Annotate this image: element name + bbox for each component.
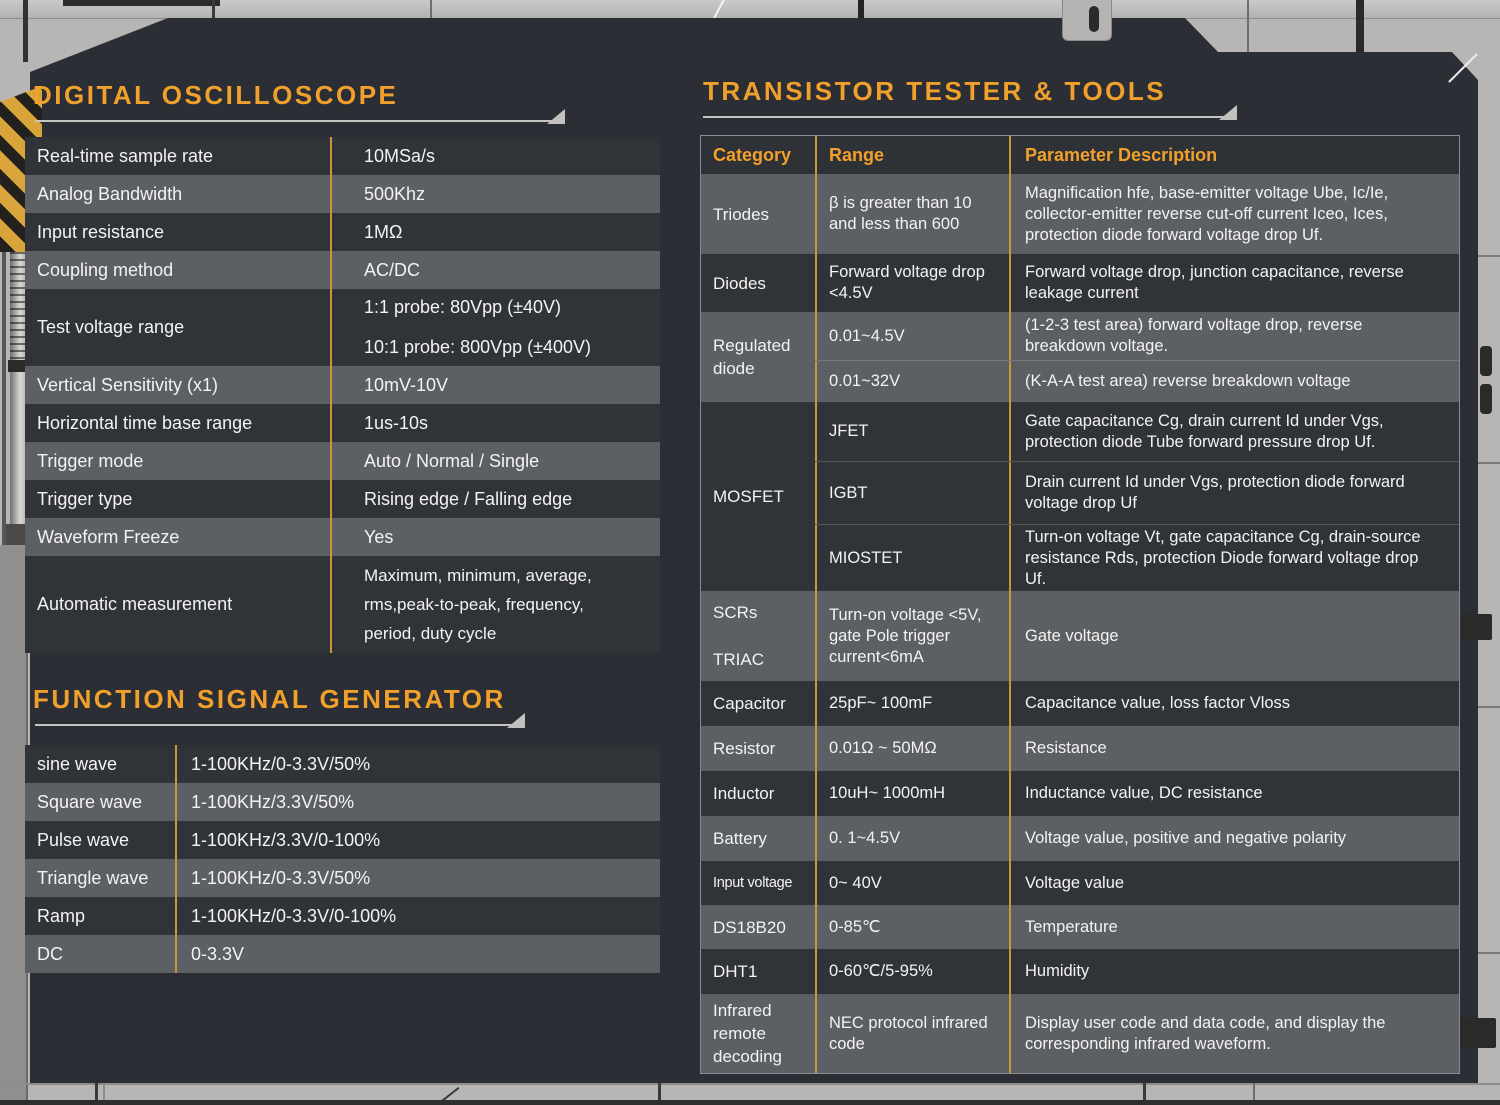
panel-seam [430,0,432,18]
table-row [701,402,1459,591]
category-line: MOSFET [713,487,784,506]
row-value [330,289,660,366]
row-subs [815,861,1459,905]
row-subs [815,254,1459,312]
range-cell: 0.01~32V [815,361,1009,402]
top-left-dark-seam [63,0,220,6]
desc-cell: Voltage value, positive and negative polarity [1009,816,1459,861]
panel-seam [1478,462,1500,464]
row-value-line: 1-100KHz/3.3V/0-100% [191,829,381,850]
table-row [701,174,1459,254]
row-label: Ramp [37,905,86,926]
row-subs [815,994,1459,1073]
sub-row [815,681,1459,726]
category-cell [701,994,815,1073]
tester-table [700,135,1460,1074]
row-value [175,821,660,859]
range-cell: β is greater than 10 and less than 600 [815,174,1009,254]
title-underline [703,116,1235,118]
row-label: Pulse wave [37,829,130,850]
table-row [25,897,660,935]
connector-nub [1462,614,1492,640]
sub-row [815,461,1459,524]
panel-seam [1356,0,1364,52]
row-label: DC [37,943,63,964]
category-cell [701,402,815,591]
header-category-cell [701,136,815,174]
row-value [330,175,660,213]
row-value-line: Rising edge / Falling edge [364,488,573,509]
table-row [25,442,660,480]
sub-row [815,861,1459,905]
top-left-vertical-seam [23,0,28,62]
row-value-line: 10:1 probe: 800Vpp (±400V) [364,337,592,357]
table-row [25,556,660,653]
desc-cell: Humidity [1009,949,1459,994]
panel-seam [212,0,215,18]
table-row [25,289,660,366]
row-label: Horizontal time base range [37,412,253,433]
row-value [330,480,660,518]
table-row [701,949,1459,994]
table-header-row [701,136,1459,174]
sub-row [815,771,1459,816]
row-value [330,366,660,404]
header-range-cell: Range [815,136,1009,174]
desc-cell: Resistance [1009,726,1459,771]
row-value [330,213,660,251]
row-value-line: 10MSa/s [364,145,436,166]
category-line: SCRs [713,603,758,622]
sub-row [815,360,1459,402]
table-row [25,366,660,404]
latch-slot [1089,6,1099,32]
row-value-line: rms,peak-to-peak, frequency, [364,594,584,614]
category-line: Resistor [713,739,776,758]
category-line: Triodes [713,204,770,224]
oscilloscope-table [25,137,660,653]
row-label: Coupling method [37,259,174,280]
row-value [330,251,660,289]
category-line: Regulated [713,336,791,355]
panel-seam [1478,706,1500,708]
row-label: Waveform Freeze [37,526,180,547]
sub-row [815,312,1459,360]
category-cell [701,254,815,312]
category-cell [701,681,815,726]
row-label: Trigger mode [37,450,144,471]
range-cell: Turn-on voltage <5V, gate Pole trigger current<6mA [815,591,1009,681]
sub-row [815,591,1459,681]
desc-cell: Temperature [1009,905,1459,949]
desc-cell: Forward voltage drop, junction capacitance, reverse leakage current [1009,254,1459,312]
latch-tab [1062,0,1112,41]
row-value-line: 1-100KHz/3.3V/50% [191,791,355,812]
desc-cell: Inductance value, DC resistance [1009,771,1459,816]
range-cell: 0-85℃ [815,905,1009,949]
category-cell [701,816,815,861]
generator-table [25,745,660,973]
row-subs [815,905,1459,949]
row-label: Real-time sample rate [37,145,214,166]
row-subs [815,591,1459,681]
desc-cell: (1-2-3 test area) forward voltage drop, reverse breakdown voltage. [1009,312,1459,360]
desc-cell: Display user code and data code, and display the corresponding infrared waveform. [1009,994,1459,1073]
row-value [175,745,660,783]
range-cell: 0. 1~4.5V [815,816,1009,861]
row-value-line: 1us-10s [364,412,429,433]
category-cell [701,771,815,816]
desc-cell: Magnification hfe, base-emitter voltage Ube, Ic/Ie, collector-emitter reverse cut-off current Iceo, Ices, protection diode forward voltage drop Uf. [1009,174,1459,254]
row-value-line: 1-100KHz/0-3.3V/0-100% [191,905,397,926]
category-line: Diodes [713,273,766,293]
category-cell [701,591,815,681]
row-subs [815,771,1459,816]
desc-cell: Voltage value [1009,861,1459,905]
panel-seam [858,0,864,18]
table-row [701,312,1459,402]
sub-row [815,994,1459,1073]
title-underline [35,120,563,122]
category-line: Infrared [713,1001,772,1020]
desc-cell: Capacitance value, loss factor Vloss [1009,681,1459,726]
category-line: remote [713,1024,766,1043]
row-subs [815,402,1459,591]
range-cell: 0~ 40V [815,861,1009,905]
sub-row [815,402,1459,461]
category-line: Inductor [713,784,775,803]
title-underline [35,724,523,726]
table-row [25,404,660,442]
row-value-line: 10mV-10V [364,374,449,395]
desc-cell: (K-A-A test area) reverse breakdown voltage [1009,361,1459,402]
range-cell: 0-60℃/5-95% [815,949,1009,994]
category-cell [701,861,815,905]
category-cell [701,726,815,771]
category-line: decoding [713,1047,783,1066]
sub-row [815,816,1459,861]
row-value [330,404,660,442]
table-row [25,480,660,518]
sub-row [815,254,1459,312]
bottom-strip-edge [0,1083,1500,1085]
table-row [25,821,660,859]
panel-seam [1478,255,1500,257]
table-row [701,726,1459,771]
row-value-line: 500Khz [364,183,426,204]
range-cell: 0.01~4.5V [815,312,1009,360]
table-row [25,251,660,289]
row-subs [815,174,1459,254]
category-line: Capacitor [713,694,786,713]
category-cell [701,174,815,254]
table-row [701,861,1459,905]
table-row [701,771,1459,816]
left-metal-column [0,545,28,1105]
table-row [25,213,660,251]
row-value [330,442,660,480]
connector-nub [1460,1018,1496,1048]
metal-top-strip [0,0,1500,19]
desc-cell: Gate voltage [1009,591,1459,681]
connector-nub [1480,346,1492,376]
row-subs [815,726,1459,771]
row-value-line: Maximum, minimum, average, [364,565,592,585]
table-row [25,859,660,897]
category-cell [701,949,815,994]
row-value-line: 1:1 probe: 80Vpp (±40V) [364,297,562,317]
row-subs [815,949,1459,994]
row-subs [815,312,1459,402]
desc-cell: Drain current Id under Vgs, protection diode forward voltage drop Uf [1009,462,1459,524]
sub-row [815,949,1459,994]
header-sub-row [815,136,1459,174]
connector-nub [1480,384,1492,414]
row-label: Test voltage range [37,317,185,337]
row-label: Trigger type [37,488,133,509]
header-label: Category [713,144,792,165]
desc-cell: Turn-on voltage Vt, gate capacitance Cg, drain-source resistance Rds, protection Diode forward voltage drop Uf. [1009,525,1459,591]
table-row [25,783,660,821]
bottom-dark-band [0,1100,1500,1105]
row-value-line: Yes [364,526,394,547]
table-row [701,994,1459,1073]
row-value-line: 1MΩ [364,221,403,242]
table-row [25,745,660,783]
piston-rail [2,252,6,552]
desc-cell: Gate capacitance Cg, drain current Id under Vgs, protection diode Tube forward pressure drop Uf. [1009,402,1459,461]
row-value [175,859,660,897]
row-value-line: 1-100KHz/0-3.3V/50% [191,753,371,774]
table-row [25,137,660,175]
row-value [330,556,660,653]
range-cell: IGBT [815,462,1009,524]
row-value-line: Auto / Normal / Single [364,450,540,471]
range-cell: 10uH~ 1000mH [815,771,1009,816]
category-line: diode [713,359,755,378]
table-row [701,816,1459,861]
table-row [701,681,1459,726]
panel-seam [1478,952,1500,954]
generator-title: FUNCTION SIGNAL GENERATOR [33,684,506,714]
row-value [175,783,660,821]
range-cell: NEC protocol infrared code [815,994,1009,1073]
row-label: Vertical Sensitivity (x1) [37,374,219,395]
row-label: Analog Bandwidth [37,183,183,204]
row-label: sine wave [37,753,118,774]
range-cell: Forward voltage drop <4.5V [815,254,1009,312]
tester-title: TRANSISTOR TESTER & TOOLS [703,76,1167,106]
header-subs [815,136,1459,174]
table-row [701,254,1459,312]
panel-seam [1247,0,1249,52]
category-cell [701,312,815,402]
sub-row [815,905,1459,949]
row-value [175,897,660,935]
row-value [330,137,660,175]
table-row [701,591,1459,681]
sub-row [815,174,1459,254]
table-row [25,518,660,556]
row-value-line: AC/DC [364,259,421,280]
row-label: Automatic measurement [37,594,233,614]
table-row [701,905,1459,949]
range-cell: 25pF~ 100mF [815,681,1009,726]
row-value-line: 0-3.3V [191,943,245,964]
sub-row [815,524,1459,591]
category-line: TRIAC [713,650,764,669]
row-label: Square wave [37,791,143,812]
header-desc-cell: Parameter Description [1009,136,1459,174]
row-value [175,935,660,973]
category-line: DHT1 [713,962,758,981]
row-subs [815,816,1459,861]
row-subs [815,681,1459,726]
sub-row [815,726,1459,771]
oscilloscope-title: DIGITAL OSCILLOSCOPE [33,80,399,110]
row-value [330,518,660,556]
row-value-line: 1-100KHz/0-3.3V/50% [191,867,371,888]
range-cell: 0.01Ω ~ 50MΩ [815,726,1009,771]
category-cell [701,905,815,949]
table-row [25,175,660,213]
row-label: Input resistance [37,221,165,242]
category-line: Battery [713,829,767,848]
category-line: DS18B20 [713,917,786,937]
row-label: Triangle wave [37,867,149,888]
table-row [25,935,660,973]
range-cell: JFET [815,402,1009,461]
row-value-line: period, duty cycle [364,623,497,643]
category-line: Input voltage [713,874,793,891]
range-cell: MIOSTET [815,525,1009,591]
